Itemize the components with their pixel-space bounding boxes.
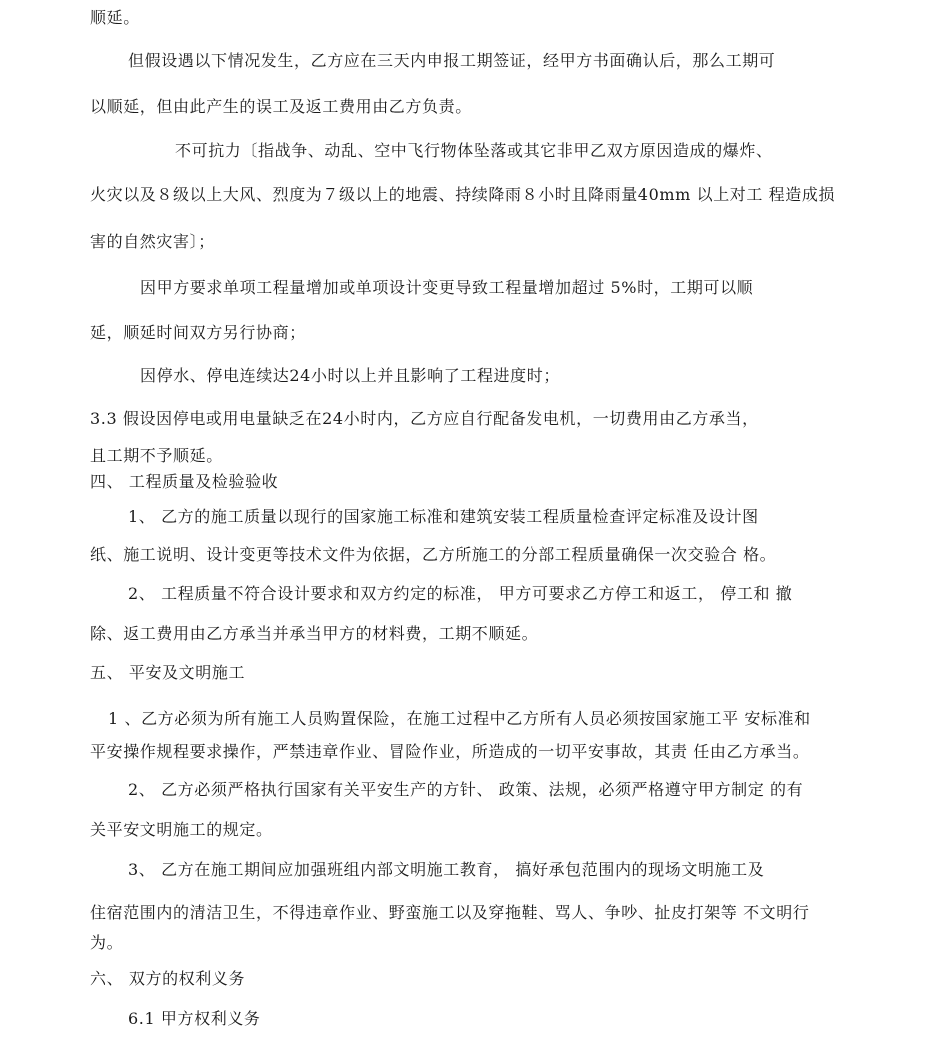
text-line: 1、 乙方的施工质量以现行的国家施工标准和建筑安装工程质量检查评定标准及设计图	[128, 507, 759, 526]
text-line: 但假设遇以下情况发生，乙方应在三天内申报工期签证，经甲方书面确认后，那么工期可	[128, 51, 776, 70]
text-line: 2、 工程质量不符合设计要求和双方约定的标准， 甲方可要求乙方停工和返工， 停工和 撤	[128, 584, 793, 603]
text-line: 平安操作规程要求操作，严禁违章作业、冒险作业，所造成的一切平安事故，其责 任由乙方承当。	[90, 742, 810, 761]
text-line: 住宿范围内的清洁卫生，不得违章作业、野蛮施工以及穿拖鞋、骂人、争吵、扯皮打架等 不文明行	[90, 903, 810, 922]
text-line: 以顺延，但由此产生的误工及返工费用由乙方负责。	[90, 97, 472, 116]
section-heading: 四、 工程质量及检验验收	[90, 472, 279, 491]
sub-heading: 6.1 甲方权利义务	[128, 1009, 261, 1028]
section-heading: 五、 平安及文明施工	[90, 663, 246, 682]
text-line: 因甲方要求单项工程量增加或单项设计变更导致工程量增加超过 5%时，工期可以顺	[140, 278, 754, 297]
text-line: 顺延。	[90, 8, 140, 27]
text-line: 不可抗力〔指战争、动乱、空中飞行物体坠落或其它非甲乙双方原因造成的爆炸、	[175, 141, 773, 160]
text-line: 火灾以及８级以上大风、烈度为７级以上的地震、持续降雨８小时且降雨量40mm 以上对工 程造成损	[90, 185, 836, 204]
text-line: 1 、乙方必须为所有施工人员购置保险，在施工过程中乙方所有人员必须按国家施工平 安标准和	[108, 709, 811, 728]
text-line: 2、 乙方必须严格执行国家有关平安生产的方针、 政策、法规，必须严格遵守甲方制定 的有	[128, 780, 804, 799]
section-heading: 六、 双方的权利义务	[90, 969, 246, 988]
text-line: 3.3 假设因停电或用电量缺乏在24小时内，乙方应自行配备发电机，一切费用由乙方承当，	[90, 409, 759, 428]
text-line: 延，顺延时间双方另行协商；	[90, 323, 306, 342]
text-line: 除、返工费用由乙方承当并承当甲方的材料费，工期不顺延。	[90, 624, 539, 643]
text-line: 为。	[90, 933, 124, 952]
text-line: 且工期不予顺延。	[90, 446, 223, 465]
text-line: 纸、施工说明、设计变更等技术文件为依据，乙方所施工的分部工程质量确保一次交验合 格。	[90, 545, 777, 564]
text-line: 3、 乙方在施工期间应加强班组内部文明施工教育， 搞好承包范围内的现场文明施工及	[128, 860, 765, 879]
text-line: 因停水、停电连续达24小时以上并且影响了工程进度时；	[140, 366, 560, 385]
text-line: 害的自然灾害〕；	[90, 232, 215, 251]
text-line: 关平安文明施工的规定。	[90, 820, 273, 839]
